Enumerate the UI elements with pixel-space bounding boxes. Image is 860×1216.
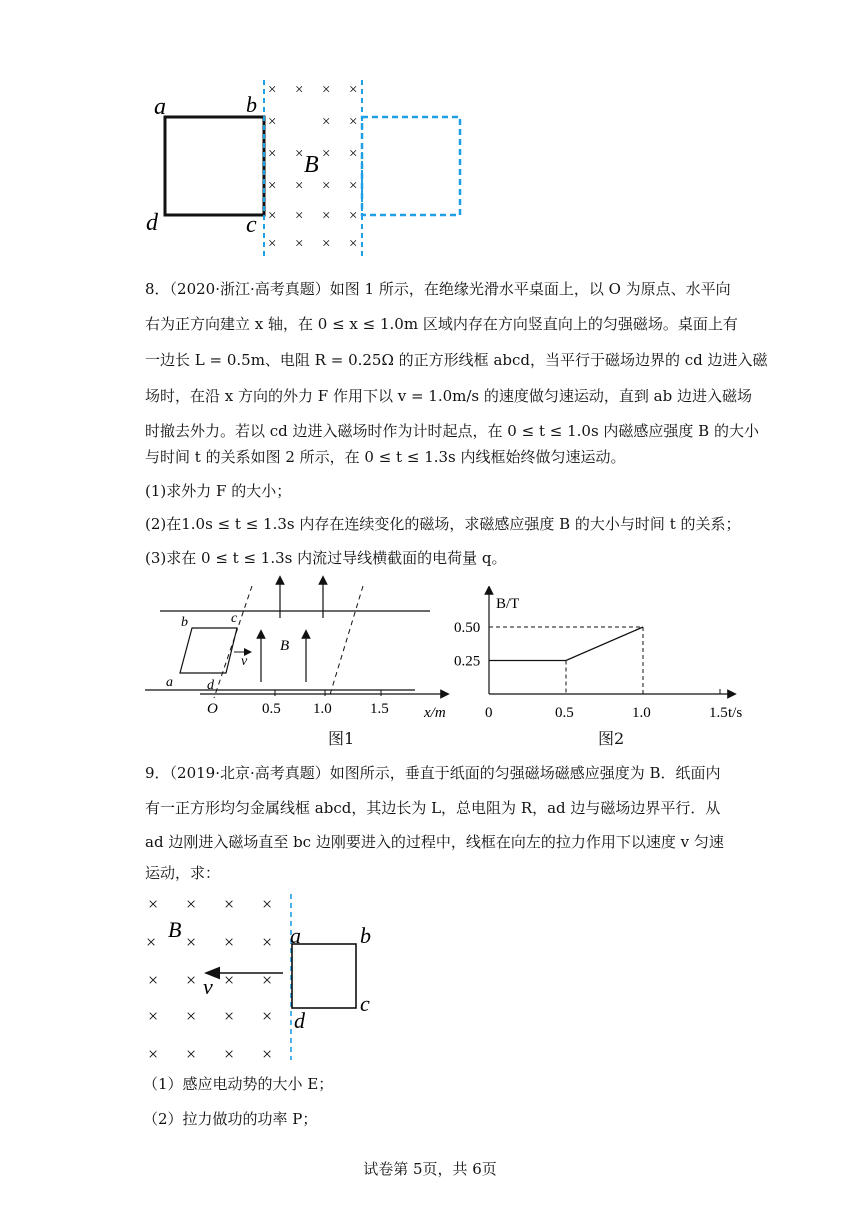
series-line xyxy=(489,627,643,661)
label-v: v xyxy=(203,974,213,999)
cross-mark: × xyxy=(186,894,197,914)
q9-sub-2: （2）拉力做功的功率 P； xyxy=(143,1110,318,1128)
cross-mark: × xyxy=(262,1044,273,1064)
cross-mark: × xyxy=(148,1006,159,1026)
cross-mark: × xyxy=(186,932,197,952)
x-axis-label: t/s xyxy=(728,705,743,721)
x-tick-label: 1.0 xyxy=(632,705,651,721)
cross-mark: × xyxy=(322,114,331,130)
figure-2-caption: 图2 xyxy=(598,729,625,748)
figure-1-caption: 图1 xyxy=(328,729,355,748)
label-b: b xyxy=(181,615,188,630)
cross-mark: × xyxy=(186,1006,197,1026)
q9-line-1: 9．（2019·北京·高考真题）如图所示，垂直于纸面的匀强磁场磁感应强度为 B．纸面内 xyxy=(145,764,721,782)
q8-line-2: 右为正方向建立 x 轴，在 0 ≤ x ≤ 1.0m 区域内存在方向竖直向上的匀强磁场。桌面上有 xyxy=(145,315,738,333)
y-axis-label: B/T xyxy=(496,596,520,612)
tick-label-1.0: 1.0 xyxy=(313,701,332,717)
label-B: B xyxy=(168,917,182,942)
label-a: a xyxy=(290,923,301,948)
axis-label-x: x/m xyxy=(424,705,446,721)
top-figure xyxy=(140,78,480,258)
figure-2-chart xyxy=(450,586,760,726)
q9-line-4: 运动，求： xyxy=(145,864,221,882)
cross-mark: × xyxy=(349,114,358,130)
cross-mark: × xyxy=(295,178,304,194)
dashed-square-loop xyxy=(362,117,460,215)
cross-mark: × xyxy=(349,236,358,252)
square-loop xyxy=(165,117,264,215)
cross-mark: × xyxy=(349,82,358,98)
y-tick-label: 0.25 xyxy=(454,653,481,670)
cross-mark: × xyxy=(295,236,304,252)
q8-sub-2: (2)在1.0s ≤ t ≤ 1.3s 内存在连续变化的磁场，求磁感应强度 B 的大小与时间 t 的关系； xyxy=(145,515,741,533)
square-loop xyxy=(180,628,237,673)
cross-mark: × xyxy=(322,208,331,224)
cross-mark: × xyxy=(349,208,358,224)
cross-mark: × xyxy=(322,82,331,98)
cross-mark: × xyxy=(146,932,157,952)
tick-label-1.5: 1.5 xyxy=(370,701,389,717)
figure-3 xyxy=(140,890,400,1070)
label-b: b xyxy=(246,92,257,117)
label-d: d xyxy=(146,210,158,236)
label-d: d xyxy=(207,678,214,693)
label-d: d xyxy=(294,1008,305,1033)
label-B: B xyxy=(304,152,319,178)
cross-mark: × xyxy=(268,208,277,224)
q8-line-4: 场时，在沿 x 方向的外力 F 作用下以 v = 1.0m/s 的速度做匀速运动，直到 ab 边进入磁场 xyxy=(145,387,752,405)
cross-mark: × xyxy=(295,208,304,224)
y-tick-label: 0.50 xyxy=(454,620,481,636)
q8-line-3: 一边长 L = 0.5m、电阻 R = 0.25Ω 的正方形线框 abcd，当平行于磁场边界的 cd 边进入磁 xyxy=(145,351,768,369)
cross-mark: × xyxy=(262,932,273,952)
cross-mark: × xyxy=(268,178,277,194)
tick-label-0.5: 0.5 xyxy=(262,701,281,717)
field-boundary-right xyxy=(329,586,363,698)
q8-sub-1: (1)求外力 F 的大小； xyxy=(145,482,292,500)
cross-mark: × xyxy=(268,236,277,252)
cross-mark: × xyxy=(262,894,273,914)
cross-mark: × xyxy=(186,970,197,990)
cross-mark: × xyxy=(224,932,235,952)
cross-mark: × xyxy=(148,1044,159,1064)
cross-mark: × xyxy=(262,970,273,990)
cross-mark: × xyxy=(268,114,277,130)
label-a: a xyxy=(166,675,173,690)
cross-mark: × xyxy=(268,82,277,98)
cross-mark: × xyxy=(186,1044,197,1064)
cross-mark: × xyxy=(224,1006,235,1026)
label-c: c xyxy=(360,991,370,1016)
cross-mark: × xyxy=(349,178,358,194)
q8-line-5: 时撤去外力。若以 cd 边进入磁场时作为计时起点，在 0 ≤ t ≤ 1.0s 内磁感应强度 B 的大小 xyxy=(145,422,759,440)
cross-mark: × xyxy=(148,970,159,990)
cross-mark: × xyxy=(295,146,304,162)
figure-1 xyxy=(140,572,460,722)
q8-sub-3: (3)求在 0 ≤ t ≤ 1.3s 内流过导线横截面的电荷量 q。 xyxy=(145,549,507,567)
label-c: c xyxy=(231,611,238,626)
label-B: B xyxy=(280,638,290,654)
q9-line-2: 有一正方形均匀金属线框 abcd，其边长为 L，总电阻为 R，ad 边与磁场边界平行．从 xyxy=(145,799,721,817)
q8-line-1: 8．（2020·浙江·高考真题）如图 1 所示，在绝缘光滑水平桌面上，以 O 为原点、水平向 xyxy=(145,280,731,298)
cross-mark: × xyxy=(349,146,358,162)
label-a: a xyxy=(154,94,166,120)
label-b: b xyxy=(360,923,371,948)
cross-mark: × xyxy=(262,1006,273,1026)
label-c: c xyxy=(246,212,257,238)
q9-sub-1: （1）感应电动势的大小 E； xyxy=(143,1075,334,1093)
page-footer: 试卷第 5页，共 6页 xyxy=(363,1160,497,1178)
label-v: v xyxy=(241,654,248,669)
q9-line-3: ad 边刚进入磁场直至 bc 边刚要进入的过程中，线框在向左的拉力作用下以速度 v 匀速 xyxy=(145,833,724,851)
tick-label-O: O xyxy=(207,701,218,717)
cross-mark: × xyxy=(224,970,235,990)
cross-mark: × xyxy=(224,1044,235,1064)
cross-mark: × xyxy=(224,894,235,914)
cross-mark: × xyxy=(295,82,304,98)
x-tick-label: 0 xyxy=(485,705,493,721)
x-tick-label: 1.5 xyxy=(709,705,728,721)
cross-mark: × xyxy=(322,146,331,162)
cross-mark: × xyxy=(322,236,331,252)
cross-mark: × xyxy=(322,178,331,194)
cross-mark: × xyxy=(148,894,159,914)
q8-line-6: 与时间 t 的关系如图 2 所示，在 0 ≤ t ≤ 1.3s 内线框始终做匀速运动。 xyxy=(145,448,626,466)
cross-mark: × xyxy=(268,146,277,162)
square-loop xyxy=(292,944,356,1008)
x-tick-label: 0.5 xyxy=(555,705,574,721)
